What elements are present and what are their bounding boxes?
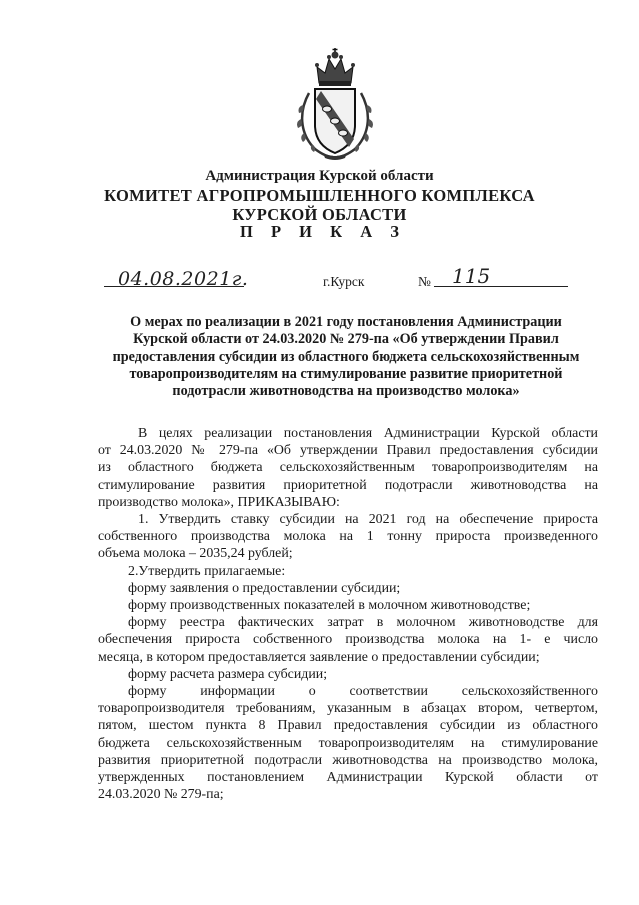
body-line: товаропроизводителя требованиям, указанным в абзацах втором, четвертом,: [98, 701, 598, 717]
title-line: Курской области от 24.03.2020 № 279-па «Об утверждении Правил: [133, 331, 559, 348]
title-line: товаропроизводителям на стимулирование развитие приоритетной: [129, 365, 563, 382]
number-sign: №: [418, 274, 431, 289]
kursk-coat-of-arms-icon: [293, 45, 377, 161]
body-line: обеспечения прироста собственного производства молока на 1- е число: [98, 632, 598, 648]
body-line: форму реестра фактических затрат в молочном животноводстве для: [128, 615, 598, 631]
city-label: г.Курск: [323, 274, 365, 289]
body-line: форму заявления о предоставлении субсидии;: [128, 580, 401, 596]
body-line: производство молока», ПРИКАЗЫВАЮ:: [98, 494, 340, 510]
body-line: бюджета сельскохозяйственным товаропроизводителям на стимулирование: [98, 735, 598, 751]
body-line: стимулирование развития приоритетной подотрасли животноводства на: [98, 477, 598, 493]
body-line: пятом, шестом пункта 8 Правил предоставления субсидии из областного: [98, 718, 598, 734]
body-line: форму информации о соответствии сельскохозяйственного: [128, 684, 598, 700]
body-line: форму производственных показателей в молочном животноводстве;: [128, 598, 531, 614]
title-line: О мерах по реализации в 2021 году постановления Администрации: [130, 314, 562, 330]
body-line: 1. Утвердить ставку субсидии на 2021 год на обеспечение прироста: [138, 512, 598, 528]
administration-name: Администрация Курской области: [205, 168, 434, 184]
body-line: 2.Утвердить прилагаемые:: [128, 563, 286, 579]
committee-name: КОМИТЕТ АГРОПРОМЫШЛЕННОГО КОМПЛЕКСА: [104, 186, 535, 205]
title-line: предоставления субсидии из областного бюджета сельскохозяйственным: [112, 348, 580, 365]
body-line: месяца, в котором предоставляется заявление о предоставлении субсидии;: [98, 649, 540, 665]
order-number: 115: [452, 264, 491, 288]
body-line: от 24.03.2020 № 279-па «Об утверждении Правил предоставления субсидии: [98, 443, 598, 459]
region-name: КУРСКОЙ ОБЛАСТИ: [232, 205, 407, 224]
body-line: форму расчета размера субсидии;: [128, 666, 328, 682]
body-line: из областного бюджета сельскохозяйственным товаропроизводителям на: [98, 460, 598, 476]
document-type: П Р И К А З: [240, 222, 406, 241]
body-line: собственного производства молока на 1 тонну прироста произведенного: [98, 529, 598, 545]
body-line: развития приоритетной подотрасли животноводства на производство молока,: [98, 752, 598, 768]
body-line: утвержденных постановлением Администрации Курской области от: [98, 770, 598, 786]
body-line: объема молока – 2035,24 рублей;: [98, 546, 293, 562]
body-line: 24.03.2020 № 279-па;: [98, 787, 224, 803]
order-meta: [0, 264, 639, 300]
body-line: В целях реализации постановления Администрации Курской области: [138, 426, 598, 441]
order-body: [98, 425, 598, 803]
order-date: 04.08.2021г.: [118, 268, 249, 290]
title-line: подотрасли животноводства на производство молока»: [172, 383, 520, 400]
order-title: [105, 314, 587, 400]
